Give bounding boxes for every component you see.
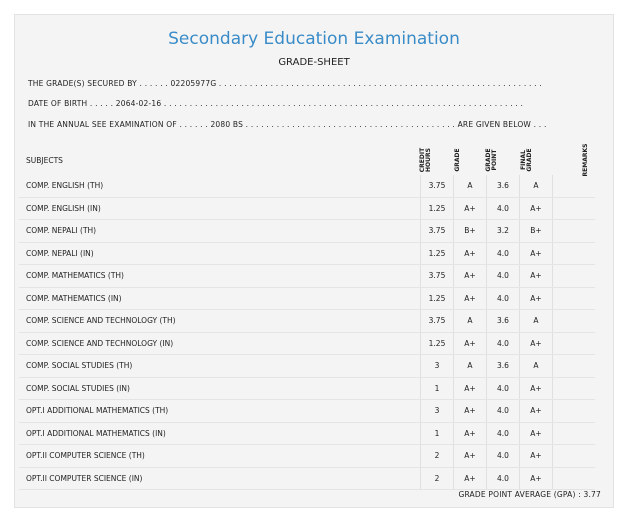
table-row — [19, 422, 595, 445]
table-row — [19, 355, 595, 378]
grade-cell: A+ — [454, 467, 487, 490]
final-grade-cell: B+ — [520, 220, 553, 243]
final-grade-cell: A+ — [520, 287, 553, 310]
grade-point-cell: 4.0 — [487, 287, 520, 310]
info-date-of-birth: DATE OF BIRTH . . . . . 2064-02-16 . . . . . . . . . . . . . . . . . . . . . . . . . . . . . . . . . . . . . . . . . . . . . . . . . . . . . . . . . . . . . . . . . . . . . . — [28, 99, 524, 108]
table-row — [19, 332, 595, 355]
table-row — [19, 242, 595, 265]
subject-cell: COMP. SOCIAL STUDIES (TH) — [19, 355, 421, 378]
remarks-cell — [553, 242, 596, 265]
credit-hours-cell: 1.25 — [421, 332, 454, 355]
subject-cell: COMP. MATHEMATICS (IN) — [19, 287, 421, 310]
final-grade-cell: A+ — [520, 197, 553, 220]
grade-cell: A+ — [454, 332, 487, 355]
final-grade-cell: A+ — [520, 377, 553, 400]
final-grade-cell: A+ — [520, 332, 553, 355]
remarks-cell — [553, 175, 596, 197]
remarks-cell — [553, 265, 596, 288]
table-row — [19, 445, 595, 468]
remarks-cell — [553, 310, 596, 333]
header-final-grade: FINAL GRADE — [520, 148, 533, 172]
subject-cell: OPT.II COMPUTER SCIENCE (TH) — [19, 445, 421, 468]
header-subjects: SUBJECTS — [26, 156, 63, 165]
grade-point-cell: 3.6 — [487, 310, 520, 333]
final-grade-cell: A — [520, 310, 553, 333]
credit-hours-cell: 1.25 — [421, 242, 454, 265]
grade-cell: A — [454, 175, 487, 197]
grade-point-cell: 4.0 — [487, 400, 520, 423]
credit-hours-cell: 1.25 — [421, 197, 454, 220]
final-grade-cell: A+ — [520, 400, 553, 423]
subject-cell: COMP. SCIENCE AND TECHNOLOGY (IN) — [19, 332, 421, 355]
grade-point-cell: 4.0 — [487, 377, 520, 400]
remarks-cell — [553, 400, 596, 423]
credit-hours-cell: 3 — [421, 400, 454, 423]
grade-cell: A+ — [454, 377, 487, 400]
subject-cell: OPT.I ADDITIONAL MATHEMATICS (TH) — [19, 400, 421, 423]
grade-cell: A+ — [454, 400, 487, 423]
remarks-cell — [553, 445, 596, 468]
grade-point-cell: 4.0 — [487, 332, 520, 355]
grade-point-cell: 4.0 — [487, 445, 520, 468]
subject-cell: OPT.I ADDITIONAL MATHEMATICS (IN) — [19, 422, 421, 445]
remarks-cell — [553, 332, 596, 355]
subject-cell: COMP. ENGLISH (TH) — [19, 175, 421, 197]
final-grade-cell: A+ — [520, 242, 553, 265]
subject-cell: COMP. NEPALI (IN) — [19, 242, 421, 265]
grades-table — [19, 175, 595, 490]
subject-cell: COMP. ENGLISH (IN) — [19, 197, 421, 220]
table-row — [19, 467, 595, 490]
final-grade-cell: A — [520, 175, 553, 197]
page-title: Secondary Education Examination — [168, 29, 460, 49]
subject-cell: COMP. MATHEMATICS (TH) — [19, 265, 421, 288]
grade-point-cell: 3.6 — [487, 355, 520, 378]
grade-cell: A+ — [454, 445, 487, 468]
credit-hours-cell: 1 — [421, 422, 454, 445]
remarks-cell — [553, 377, 596, 400]
remarks-cell — [553, 220, 596, 243]
grade-point-cell: 3.6 — [487, 175, 520, 197]
remarks-cell — [553, 355, 596, 378]
gpa-summary: GRADE POINT AVERAGE (GPA) : 3.77 — [458, 490, 601, 499]
credit-hours-cell: 3.75 — [421, 220, 454, 243]
grade-point-cell: 4.0 — [487, 197, 520, 220]
grade-cell: A+ — [454, 287, 487, 310]
credit-hours-cell: 3.75 — [421, 175, 454, 197]
final-grade-cell: A+ — [520, 265, 553, 288]
info-grades-secured: THE GRADE(S) SECURED BY . . . . . . 02205977G . . . . . . . . . . . . . . . . . . . . . . . . . . . . . . . . . . . . . . . . . . . . . . . . . . . . . . . . . . . . . . . — [28, 79, 542, 88]
grade-point-cell: 4.0 — [487, 265, 520, 288]
grade-cell: A — [454, 310, 487, 333]
subject-cell: COMP. NEPALI (TH) — [19, 220, 421, 243]
header-credit-hours: CREDIT HOURS — [419, 147, 432, 173]
grade-cell: B+ — [454, 220, 487, 243]
grade-point-cell: 4.0 — [487, 422, 520, 445]
credit-hours-cell: 3 — [421, 355, 454, 378]
subject-cell: OPT.II COMPUTER SCIENCE (IN) — [19, 467, 421, 490]
final-grade-cell: A — [520, 355, 553, 378]
table-row — [19, 265, 595, 288]
subject-cell: COMP. SOCIAL STUDIES (IN) — [19, 377, 421, 400]
grade-cell: A — [454, 355, 487, 378]
grade-cell: A+ — [454, 242, 487, 265]
grade-point-cell: 4.0 — [487, 242, 520, 265]
grade-cell: A+ — [454, 265, 487, 288]
subject-cell: COMP. SCIENCE AND TECHNOLOGY (TH) — [19, 310, 421, 333]
page-subtitle: GRADE-SHEET — [278, 57, 350, 68]
table-row — [19, 220, 595, 243]
credit-hours-cell: 1.25 — [421, 287, 454, 310]
header-remarks: REMARKS — [582, 143, 589, 177]
header-grade: GRADE — [454, 148, 461, 172]
grade-cell: A+ — [454, 197, 487, 220]
grade-cell: A+ — [454, 422, 487, 445]
grade-point-cell: 3.2 — [487, 220, 520, 243]
grade-sheet-panel — [14, 14, 614, 508]
table-row — [19, 287, 595, 310]
credit-hours-cell: 3.75 — [421, 265, 454, 288]
grade-point-cell: 4.0 — [487, 467, 520, 490]
table-row — [19, 400, 595, 423]
info-examination: IN THE ANNUAL SEE EXAMINATION OF . . . . . . 2080 BS . . . . . . . . . . . . . . . . . . . . . . . . . . . . . . . . . . . . . . . . . ARE GIVEN BELOW . . . — [28, 120, 547, 129]
header-grade-point: GRADE POINT — [485, 148, 498, 172]
table-row — [19, 377, 595, 400]
remarks-cell — [553, 197, 596, 220]
remarks-cell — [553, 422, 596, 445]
table-row — [19, 197, 595, 220]
credit-hours-cell: 1 — [421, 377, 454, 400]
final-grade-cell: A+ — [520, 422, 553, 445]
table-row — [19, 175, 595, 197]
final-grade-cell: A+ — [520, 445, 553, 468]
remarks-cell — [553, 287, 596, 310]
credit-hours-cell: 2 — [421, 467, 454, 490]
credit-hours-cell: 3.75 — [421, 310, 454, 333]
table-row — [19, 310, 595, 333]
final-grade-cell: A+ — [520, 467, 553, 490]
remarks-cell — [553, 467, 596, 490]
credit-hours-cell: 2 — [421, 445, 454, 468]
